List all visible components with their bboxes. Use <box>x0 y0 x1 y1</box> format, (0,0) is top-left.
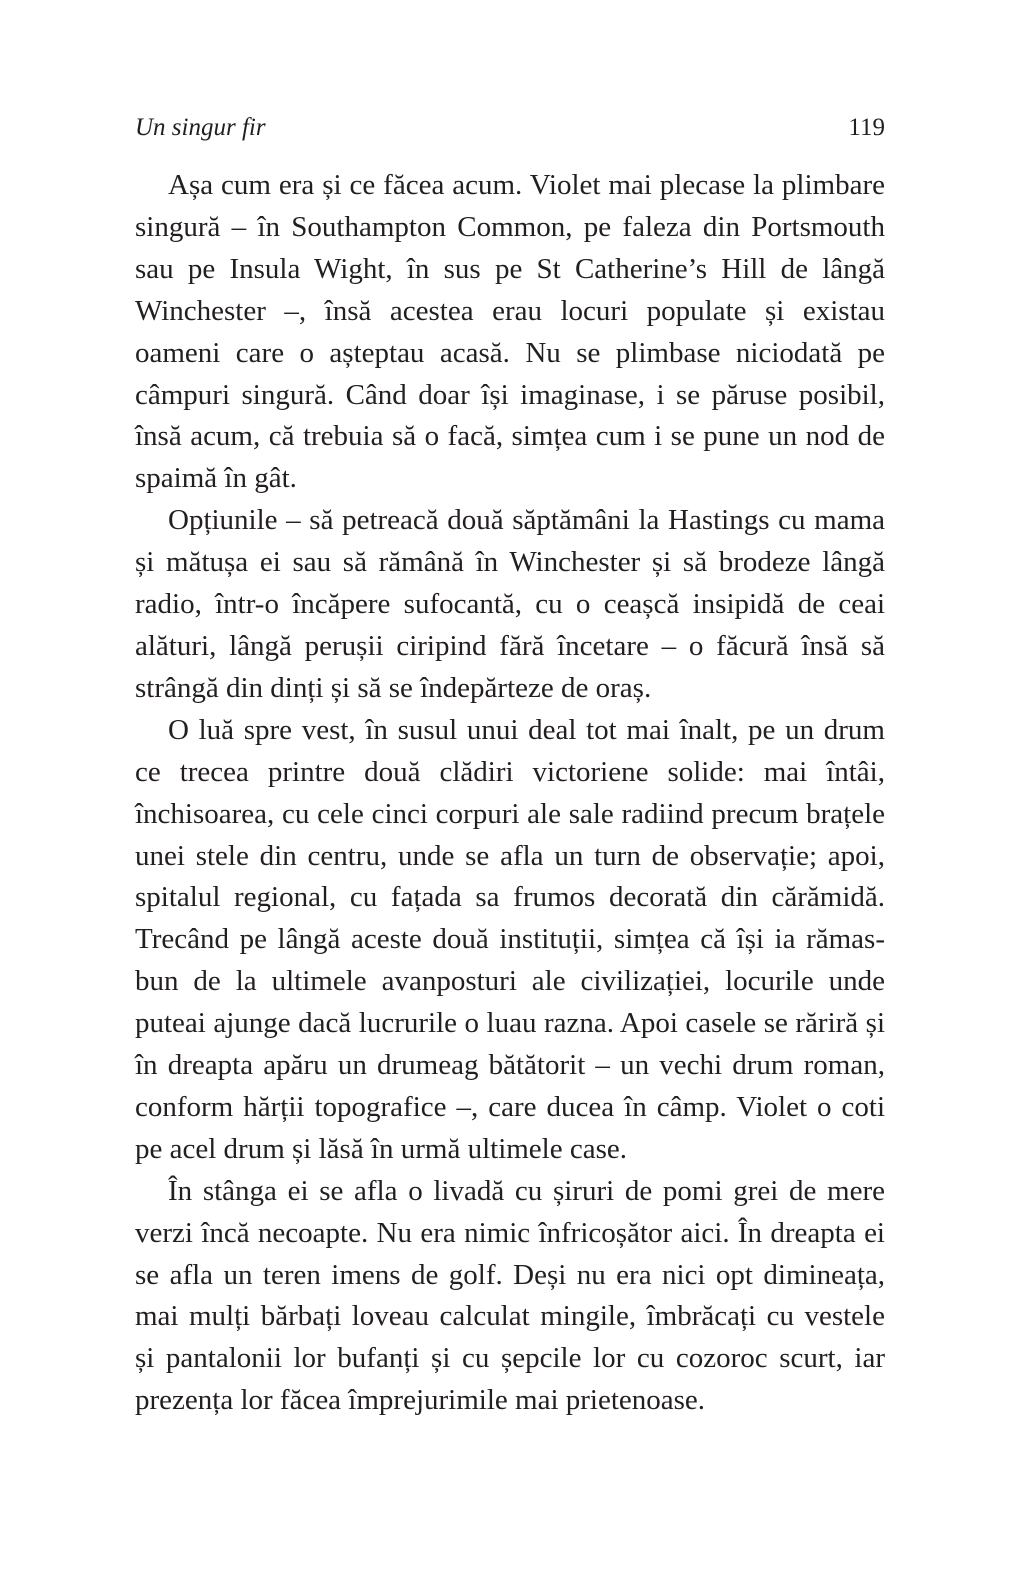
paragraph-3: O luă spre vest, în susul unui deal tot mai înalt, pe un drum ce trecea printre două clădiri victoriene solide: mai întâi, închisoarea, cu cele cinci corpuri ale sale radiind precum brațele unei stele din centru, unde se afla un turn de observație; apoi, spitalul regional, cu fațada sa frumos decorată din cărămidă. Trecând pe lângă aceste două instituții, simțea că își ia rămas-bun de la ultimele avanposturi ale civilizației, locurile unde puteai ajunge dacă lucrurile o luau razna. Apoi casele se răriră și în dreapta apăru un drumeag bătătorit – un vechi drum roman, conform hărții topografice –, care ducea în câmp. Violet o coti pe acel drum și lăsă în urmă ultimele case. <box>135 713 885 1165</box>
paragraph-1: Așa cum era și ce făcea acum. Violet mai plecase la plimbare singură – în Southampton Common, pe faleza din Portsmouth sau pe Insula Wight, în sus pe St Catherine’s Hill de lângă Winchester –, însă acestea erau locuri populate și existau oameni care o așteptau acasă. Nu se plimbase niciodată pe câmpuri singură. Când doar își imaginase, i se păruse posibil, însă acum, că trebuia să o facă, simțea cum i se pune un nod de spaimă în gât. <box>135 169 885 495</box>
page-header <box>135 108 885 148</box>
running-title: Un singur fir <box>135 114 266 141</box>
page-number: 119 <box>848 114 885 141</box>
paragraph-4: În stânga ei se afla o livadă cu șiruri de pomi grei de mere verzi încă necoapte. Nu era nimic înfricoșător aici. În dreapta ei se afla un teren imens de golf. Deși nu era nici opt dimineața, mai mulți bărbați loveau calculat mingile, îmbrăcați cu vestele și pantalonii lor bufanți și cu șepcile lor cu cozoroc scurt, iar prezența lor făcea împrejurimile mai prietenoase. <box>135 1174 885 1417</box>
paragraph-2: Opțiunile – să petreacă două săptămâni la Hastings cu mama și mătușa ei sau să rămână în Winchester și să brodeze lângă radio, într-o încăpere sufocantă, cu o ceașcă insipidă de ceai alături, lângă perușii ciripind fără încetare – o făcură însă să strângă din dinți și să se îndepărteze de oraș. <box>135 504 885 704</box>
body-text <box>135 165 885 1422</box>
